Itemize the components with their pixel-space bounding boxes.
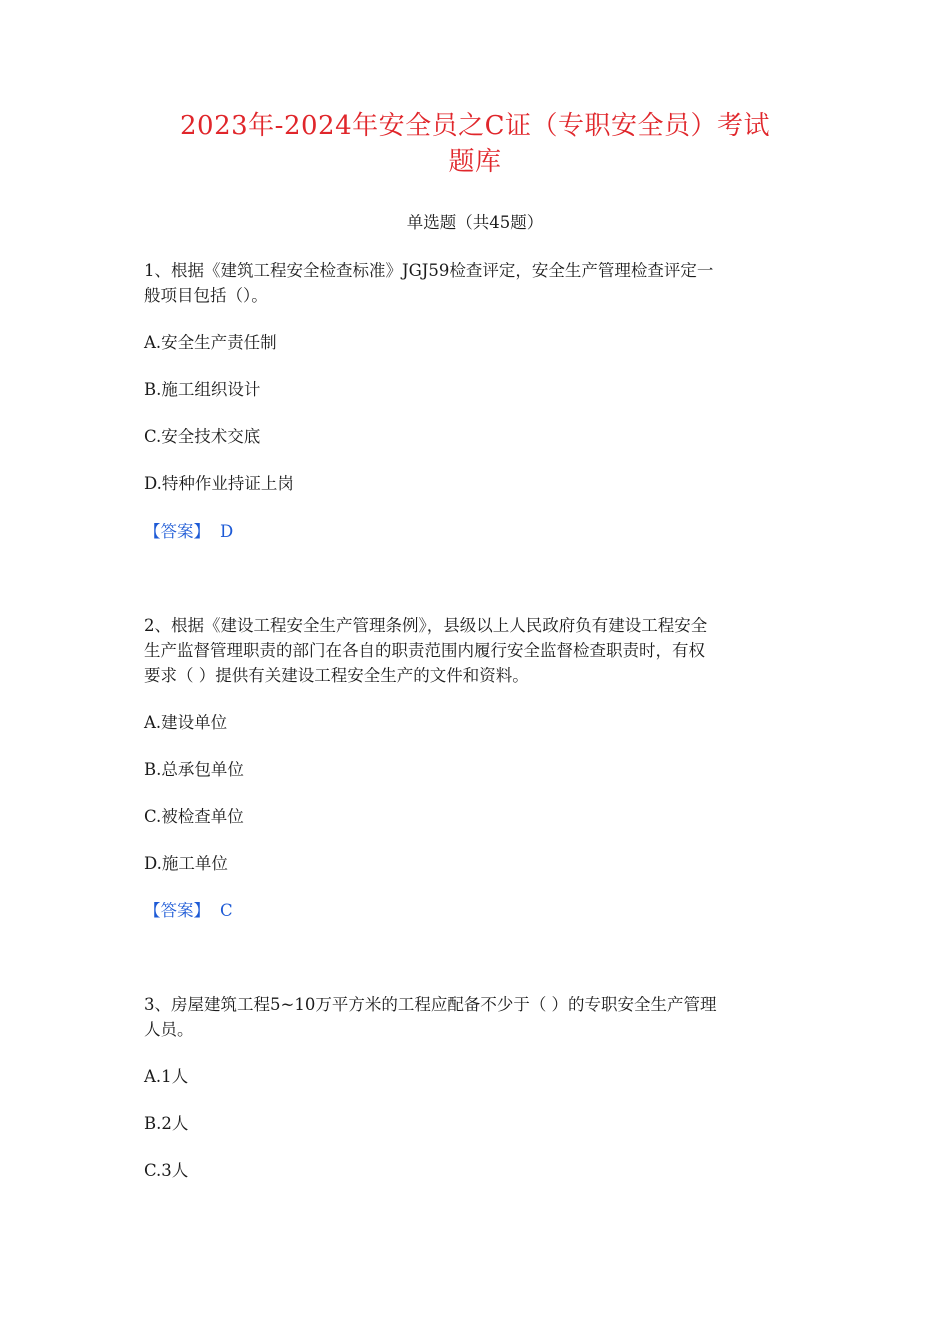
answer-label: 【答案】: [144, 522, 210, 541]
question-2-option-d: D.施工单位: [144, 854, 228, 873]
question-2-option-a: A.建设单位: [144, 713, 228, 732]
document-title-line-1: 2023年-2024年安全员之C证（专职安全员）考试: [179, 111, 770, 141]
question-3-stem-line-2: 人员。: [144, 1020, 194, 1039]
document-title-line-2: 题库: [448, 147, 502, 177]
section-title: 单选题（共45题）: [406, 213, 544, 232]
question-1-answer: [144, 519, 814, 544]
question-3-stem-line-1: 3、房屋建筑工程5~10万平方米的工程应配备不少于（ ）的专职安全生产管理: [144, 995, 717, 1014]
document-title: [120, 108, 830, 180]
answer-label: 【答案】: [144, 901, 210, 920]
question-1-option-d: D.特种作业持证上岗: [144, 474, 294, 493]
question-1-option-b: B.施工组织设计: [144, 380, 261, 399]
question-3-option-b: B.2人: [144, 1114, 189, 1133]
answer-value: D: [220, 522, 234, 541]
question-3-option-c: C.3人: [144, 1161, 189, 1180]
question-2-option-c: C.被检查单位: [144, 807, 244, 826]
question-3-option-a: A.1人: [144, 1067, 189, 1086]
question-1-option-c: C.安全技术交底: [144, 427, 261, 446]
question-1-stem-line-2: 般项目包括（）。: [144, 286, 268, 305]
question-1-stem-line-1: 1、根据《建筑工程安全检查标准》JGJ59检查评定，安全生产管理检查评定一: [144, 261, 714, 280]
question-1-option-a: A.安全生产责任制: [144, 333, 277, 352]
question-2-answer: [144, 898, 814, 923]
question-2-option-b: B.总承包单位: [144, 760, 244, 779]
question-2-stem-line-1: 2、根据《建设工程安全生产管理条例》，县级以上人民政府负有建设工程安全: [144, 616, 708, 635]
answer-value: C: [220, 901, 233, 920]
question-2-stem-line-2: 生产监督管理职责的部门在各自的职责范围内履行安全监督检查职责时，有权: [144, 641, 705, 660]
question-2-stem-line-3: 要求（ ）提供有关建设工程安全生产的文件和资料。: [144, 666, 529, 685]
